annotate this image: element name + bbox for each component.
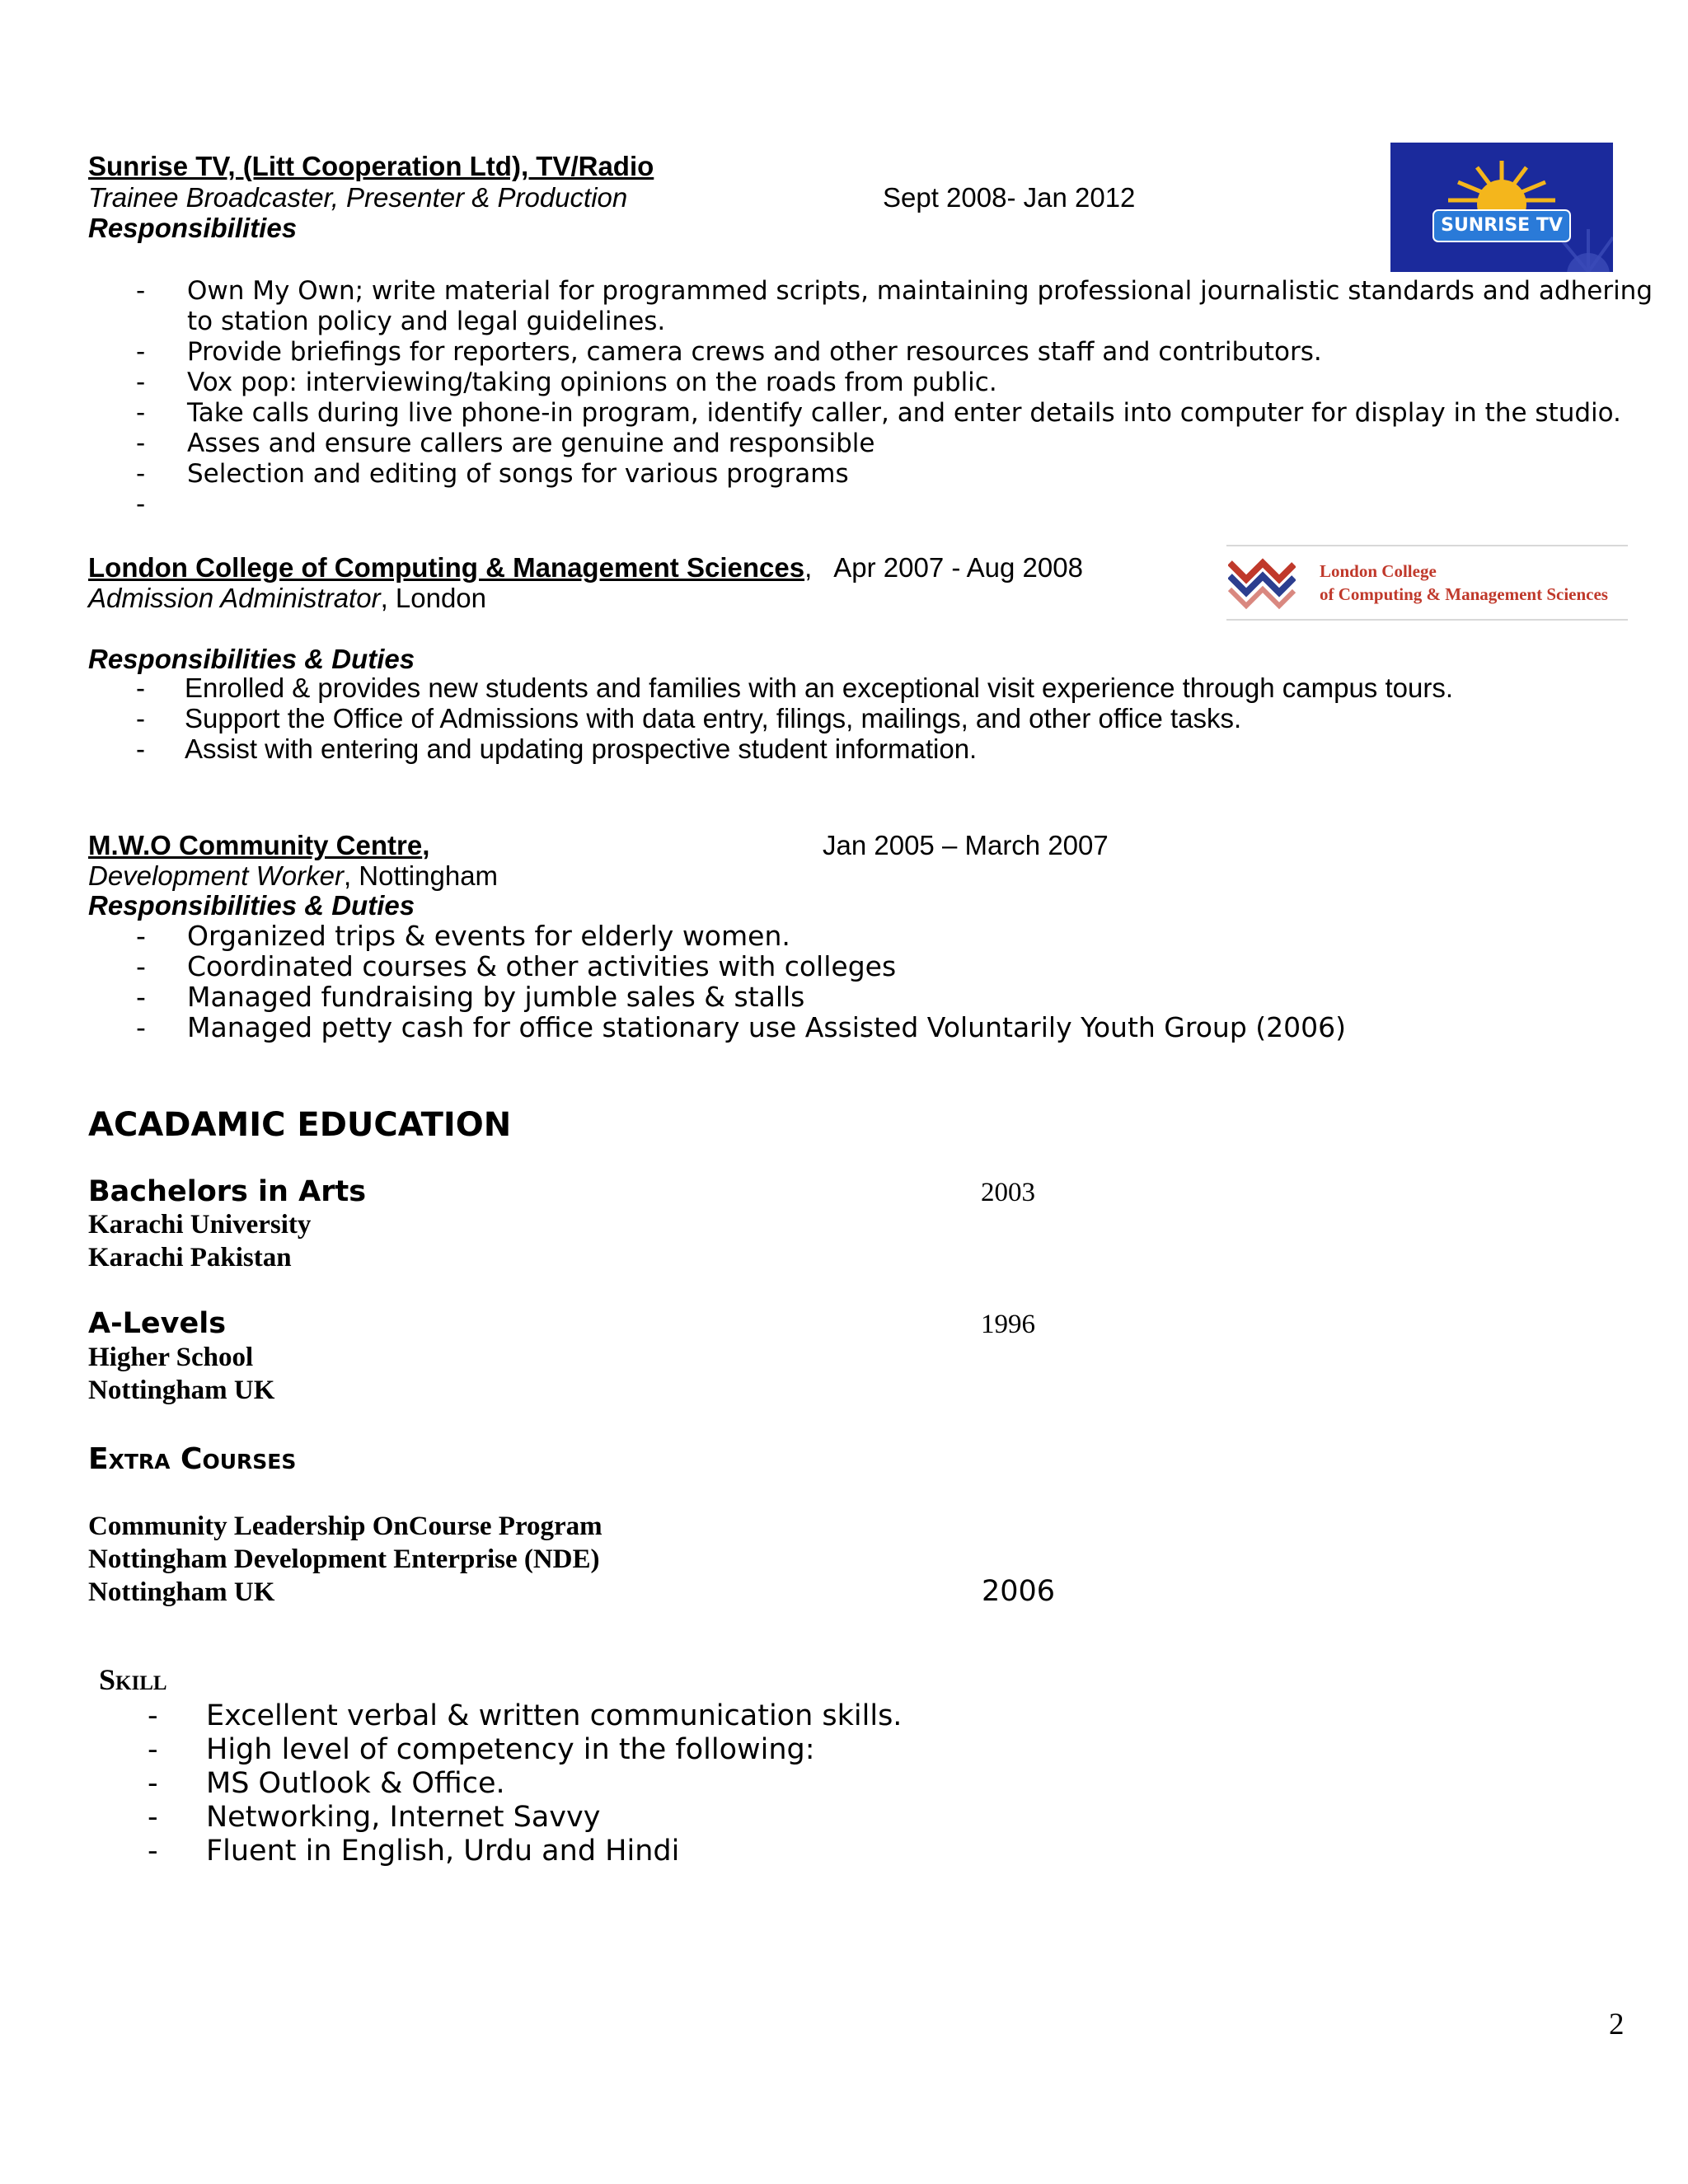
list-item: - Support the Office of Admissions with data entry, filings, mailings, and other office tasks. [136,703,1242,733]
lccms-logo [1226,545,1628,621]
skill-list [88,1699,1654,1868]
lccms-logo-line2: of Computing & Management Sciences [1320,584,1608,604]
role-lccms: Admission Administrator [88,583,381,613]
list-item: - [136,490,146,519]
section-heading-lccms: Responsibilities & Duties [88,644,415,674]
list-item: - Take calls during live phone-in program, identify caller, and enter details into computer for display in the studio. [136,398,1621,428]
extra-course-year: 2006 [982,1575,1056,1608]
list-item: - Fluent in English, Urdu and Hindi [148,1835,680,1868]
list-item: - Managed petty cash for office stationary use Assisted Voluntarily Youth Group (2006) [136,1011,1346,1043]
role-sunrise: Trainee Broadcaster, Presenter & Production [88,182,628,213]
section-heading-mwo: Responsibilities & Duties [88,890,415,921]
list-item: - Assist with entering and updating prospective student information. [136,733,978,764]
extra-course-line1: Community Leadership OnCourse Program [88,1511,603,1541]
role-line-mwo: Development Worker, Nottingham [88,860,499,891]
employer-line-lccms: London College of Computing & Management Sciences, Apr 2007 - Aug 2008 [88,552,1083,583]
list-item: - Selection and editing of songs for various programs [136,459,849,489]
list-item: - Own My Own; write material for programmed scripts, maintaining professional journalistic standards and adhering [136,276,1653,306]
chevron-logo-icon [1228,551,1296,614]
degree-institution: Karachi University [88,1210,312,1240]
list-item: - Coordinated courses & other activities with colleges [136,950,897,982]
role-mwo: Development Worker [88,860,344,891]
dates-mwo: Jan 2005 – March 2007 [823,830,1109,860]
degree-place: Nottingham UK [88,1376,275,1405]
sun-icon [1390,143,1613,272]
dates-lccms: Apr 2007 - Aug 2008 [833,552,1083,583]
list-item: - Asses and ensure callers are genuine and responsible [136,429,875,458]
extra-course-line2: Nottingham Development Enterprise (NDE) [88,1544,600,1574]
lccms-logo-line1: London College [1320,561,1437,581]
sunrise-tv-logo [1390,143,1613,272]
extra-courses-heading: Extra Courses [88,1442,297,1476]
degree-place: Karachi Pakistan [88,1243,292,1272]
list-item: - Enrolled & provides new students and families with an exceptional visit experience through campus tours. [136,673,1453,703]
list-item: - Networking, Internet Savvy [148,1801,601,1834]
extra-course-line3: Nottingham UK [88,1577,275,1607]
list-item: to station policy and legal guidelines. [187,307,666,336]
page-number: 2 [1609,2008,1625,2041]
responsibilities-list-mwo [88,921,1654,1043]
employer-mwo: M.W.O Community Centre [88,830,423,860]
role-line-lccms: Admission Administrator, London [88,583,487,613]
list-item: - Organized trips & events for elderly women. [136,920,790,952]
degree-title: Bachelors in Arts [88,1175,367,1208]
employer-sunrise: Sunrise TV, (Litt Cooperation Ltd), TV/Radio [88,151,654,181]
education-heading: ACADAMIC EDUCATION [88,1106,512,1144]
dates-sunrise: Sept 2008- Jan 2012 [883,182,1136,213]
list-item: - Managed fundraising by jumble sales & stalls [136,981,805,1013]
list-item: - Vox pop: interviewing/taking opinions on the roads from public. [136,368,997,397]
degree-title: A-Levels [88,1307,227,1340]
responsibilities-list-lccms [88,673,1654,764]
degree-year: 1996 [981,1310,1035,1339]
skill-heading: Skill [99,1663,167,1696]
list-item: - Provide briefings for reporters, camera crews and other resources staff and contributors. [136,337,1322,367]
employer-lccms: London College of Computing & Management Sciences [88,552,805,583]
section-heading-sunrise: Responsibilities [88,213,298,243]
list-item: - High level of competency in the following: [148,1733,815,1766]
employer-line-mwo: M.W.O Community Centre, [88,830,430,860]
list-item: - Excellent verbal & written communication skills. [148,1699,903,1732]
degree-institution: Higher School [88,1343,254,1372]
degree-year: 2003 [981,1178,1035,1207]
sunrise-logo-text: SUNRISE TV [1441,215,1563,236]
list-item: - MS Outlook & Office. [148,1767,505,1800]
responsibilities-list-sunrise [88,276,1654,520]
